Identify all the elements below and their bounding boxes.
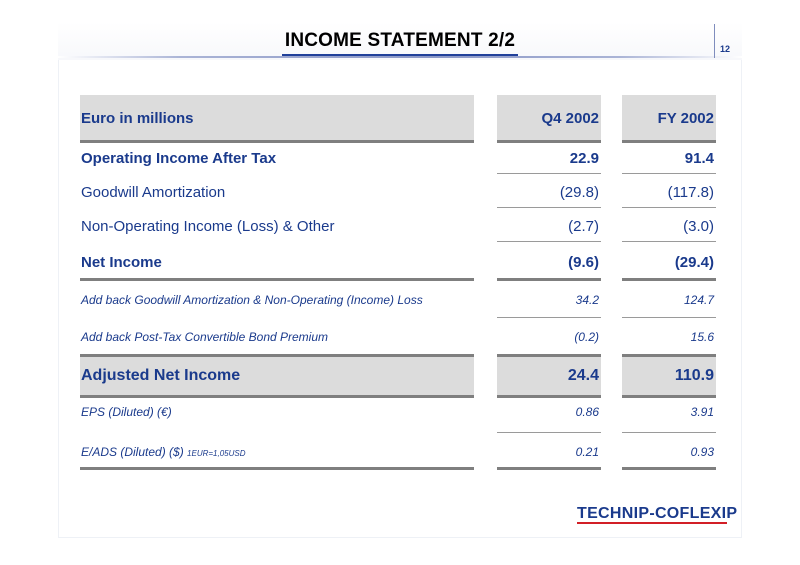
highlight-bottom-rule [497, 395, 601, 398]
row-divider [622, 317, 716, 318]
highlight-bottom-rule [622, 395, 716, 398]
company-logo: TECHNIP-COFLEXIP [577, 505, 738, 522]
row-label: Goodwill Amortization [81, 184, 226, 201]
table-bottom-rule [80, 467, 474, 470]
row-divider [622, 432, 716, 433]
row-fy-value: 91.4 [684, 150, 714, 167]
row-divider [497, 432, 601, 433]
section-rule [497, 278, 601, 281]
row-label: Operating Income After Tax [81, 150, 277, 167]
row-fy-value: 3.91 [690, 405, 714, 419]
header-fy: FY 2002 [657, 110, 714, 127]
row-q4-value: (0.2) [574, 330, 599, 344]
row-q4-value: 34.2 [575, 293, 599, 307]
row-q4-value: 0.21 [575, 445, 599, 459]
row-q4-value: 24.4 [567, 367, 599, 384]
row-fy-value: 110.9 [674, 367, 714, 384]
row-fy-value: 15.6 [690, 330, 714, 344]
table-bottom-rule [497, 467, 601, 470]
highlight-top-rule [80, 354, 474, 357]
header-q4: Q4 2002 [541, 110, 599, 127]
row-divider [622, 241, 716, 242]
header-divider [58, 56, 742, 58]
row-divider [497, 173, 601, 174]
row-q4-value: 0.86 [575, 405, 599, 419]
row-label: E/ADS (Diluted) ($) [81, 445, 184, 459]
fx-rate-note: 1EUR=1,05USD [187, 449, 246, 458]
highlight-bottom-rule [80, 395, 474, 398]
page-number: 12 [720, 44, 731, 54]
row-fy-value: (29.4) [674, 254, 714, 271]
row-q4-value: (29.8) [559, 184, 599, 201]
row-q4-value: 22.9 [569, 150, 599, 167]
section-rule [622, 278, 716, 281]
row-label: EPS (Diluted) (€) [81, 405, 172, 419]
header-rule [80, 140, 474, 143]
table-bottom-rule [622, 467, 716, 470]
section-rule [80, 278, 474, 281]
row-divider [622, 173, 716, 174]
highlight-top-rule [622, 354, 716, 357]
header-rule [497, 140, 601, 143]
row-divider [497, 207, 601, 208]
row-fy-value: (117.8) [667, 184, 714, 201]
row-label: Net Income [81, 254, 162, 271]
logo-underline [577, 522, 727, 524]
row-label-group [81, 445, 246, 459]
row-fy-value: 124.7 [683, 293, 714, 307]
row-divider [622, 207, 716, 208]
row-fy-value: (3.0) [683, 218, 714, 235]
row-divider [497, 241, 601, 242]
slide-title: INCOME STATEMENT 2/2 [284, 30, 516, 51]
row-divider [497, 317, 601, 318]
page-number-divider [714, 24, 715, 58]
header-label: Euro in millions [81, 110, 194, 127]
row-fy-value: 0.93 [690, 445, 714, 459]
row-label: Add back Post-Tax Convertible Bond Premium [81, 330, 329, 344]
row-q4-value: (2.7) [568, 218, 599, 235]
row-label: Non-Operating Income (Loss) & Other [81, 218, 335, 235]
row-q4-value: (9.6) [568, 254, 599, 271]
highlight-top-rule [497, 354, 601, 357]
row-label: Adjusted Net Income [81, 367, 241, 384]
row-label: Add back Goodwill Amortization & Non-Operating (Income) Loss [81, 293, 423, 307]
header-rule [622, 140, 716, 143]
